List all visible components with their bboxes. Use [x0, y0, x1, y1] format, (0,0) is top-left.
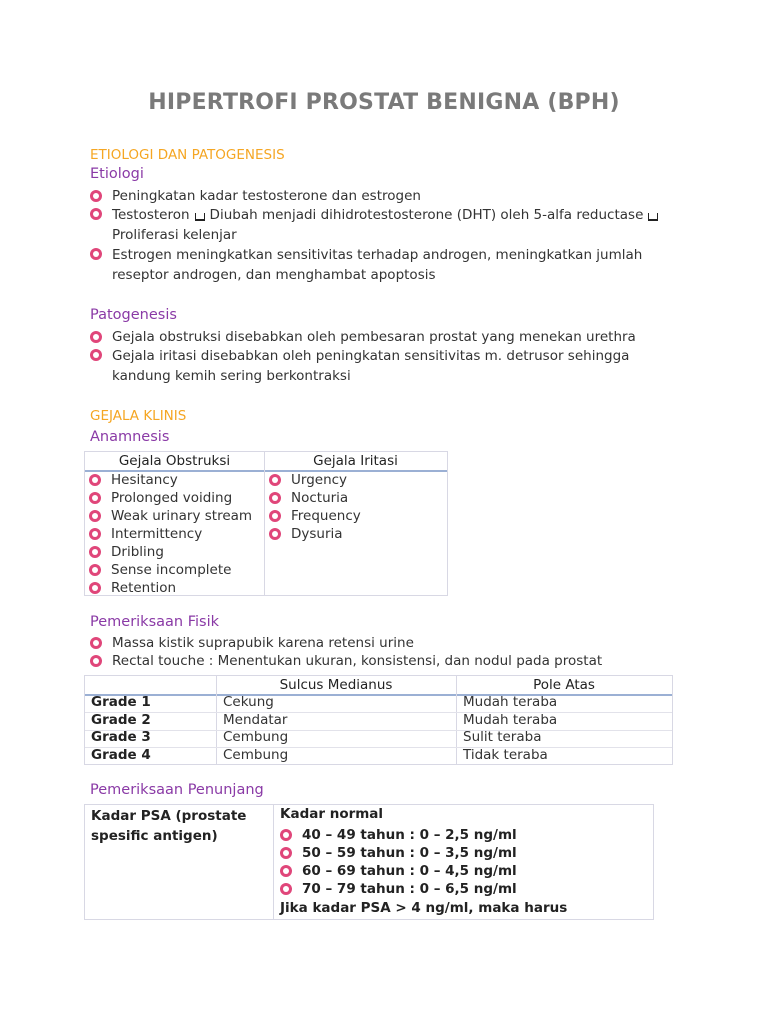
arrow-icon: [195, 213, 205, 221]
list-item: Testosteron Diubah menjadi dihidrotestosterone (DHT) oleh 5-alfa reductase Proliferasi kelenjar: [90, 205, 690, 245]
psa-table: [84, 804, 654, 920]
flower-bullet-icon: [280, 883, 292, 895]
flower-bullet-icon: [89, 546, 101, 558]
column-header-obstruksi: Gejala Obstruksi: [118, 453, 231, 469]
flower-bullet-icon: [90, 331, 102, 343]
flower-bullet-icon: [90, 349, 102, 361]
obstruksi-list: [89, 471, 261, 597]
list-item: Frequency: [269, 507, 441, 525]
list-item: Gejala iritasi disebabkan oleh peningkatan sensitivitas m. detrusor sehingga kandung kemih sering berkontraksi: [90, 346, 690, 386]
list-item: 40 – 49 tahun : 0 – 2,5 ng/ml: [280, 826, 640, 844]
flower-bullet-icon: [269, 474, 281, 486]
list-item: 60 – 69 tahun : 0 – 4,5 ng/ml: [280, 862, 640, 880]
column-header-iritasi: Gejala Iritasi: [313, 453, 398, 469]
psa-note: Jika kadar PSA > 4 ng/ml, maka harus: [280, 900, 568, 916]
list-item: Rectal touche : Menentukan ukuran, konsistensi, dan nodul pada prostat: [90, 652, 690, 670]
etiologi-list: [90, 187, 690, 285]
iritasi-list: [269, 471, 441, 543]
fisik-list: [90, 634, 690, 670]
section-heading-etiologi-patogenesis: ETIOLOGI DAN PATOGENESIS: [90, 147, 285, 163]
table-row: Grade 1 Cekung Mudah teraba: [91, 694, 558, 710]
flower-bullet-icon: [269, 510, 281, 522]
list-item: 50 – 59 tahun : 0 – 3,5 ng/ml: [280, 844, 640, 862]
table-row: Grade 2 Mendatar Mudah teraba: [91, 711, 558, 728]
flower-bullet-icon: [90, 637, 102, 649]
list-item: Sense incomplete: [89, 561, 261, 579]
flower-bullet-icon: [280, 847, 292, 859]
kadar-normal-heading: Kadar normal: [280, 806, 384, 822]
column-header-pole-atas: Pole Atas: [533, 677, 595, 693]
grade-table: [84, 675, 673, 765]
list-item: Retention: [89, 579, 261, 597]
list-item: Massa kistik suprapubik karena retensi urine: [90, 634, 690, 652]
flower-bullet-icon: [89, 492, 101, 504]
flower-bullet-icon: [269, 528, 281, 540]
list-item: Hesitancy: [89, 471, 261, 489]
subheading-pemeriksaan-fisik: Pemeriksaan Fisik: [90, 614, 219, 630]
psa-label-cell: Kadar PSA (prostate spesific antigen): [91, 808, 247, 844]
psa-range-list: [280, 826, 640, 898]
flower-bullet-icon: [90, 248, 102, 260]
list-item: Estrogen meningkatkan sensitivitas terhadap androgen, meningkatkan jumlah reseptor androgen, dan menghambat apoptosis: [90, 245, 690, 285]
flower-bullet-icon: [89, 564, 101, 576]
list-item: Prolonged voiding: [89, 489, 261, 507]
list-item: Peningkatan kadar testosterone dan estrogen: [90, 187, 690, 205]
flower-bullet-icon: [90, 655, 102, 667]
flower-bullet-icon: [280, 865, 292, 877]
list-item: 70 – 79 tahun : 0 – 6,5 ng/ml: [280, 880, 640, 898]
flower-bullet-icon: [89, 474, 101, 486]
page-title: HIPERTROFI PROSTAT BENIGNA (BPH): [148, 90, 620, 115]
list-item: Intermittency: [89, 525, 261, 543]
list-item: Dysuria: [269, 525, 441, 543]
flower-bullet-icon: [90, 190, 102, 202]
subheading-patogenesis: Patogenesis: [90, 307, 177, 323]
flower-bullet-icon: [280, 829, 292, 841]
flower-bullet-icon: [89, 582, 101, 594]
list-item: Nocturia: [269, 489, 441, 507]
flower-bullet-icon: [269, 492, 281, 504]
arrow-icon: [648, 213, 658, 221]
anamnesis-table: [84, 451, 448, 596]
list-item: Urgency: [269, 471, 441, 489]
column-divider: [264, 452, 265, 595]
table-row: Grade 3 Cembung Sulit teraba: [91, 729, 542, 745]
list-item: Dribling: [89, 543, 261, 561]
subheading-pemeriksaan-penunjang: Pemeriksaan Penunjang: [90, 782, 264, 798]
subheading-etiologi: Etiologi: [90, 166, 144, 182]
list-item: Weak urinary stream: [89, 507, 261, 525]
column-divider: [273, 805, 274, 919]
patogenesis-list: [90, 328, 690, 386]
list-item: Gejala obstruksi disebabkan oleh pembesaran prostat yang menekan urethra: [90, 328, 690, 346]
flower-bullet-icon: [89, 510, 101, 522]
flower-bullet-icon: [89, 528, 101, 540]
column-header-sulcus: Sulcus Medianus: [279, 677, 393, 693]
flower-bullet-icon: [90, 208, 102, 220]
table-row: Grade 4 Cembung Tidak teraba: [91, 746, 548, 763]
section-heading-gejala-klinis: GEJALA KLINIS: [90, 408, 187, 424]
subheading-anamnesis: Anamnesis: [90, 429, 170, 445]
